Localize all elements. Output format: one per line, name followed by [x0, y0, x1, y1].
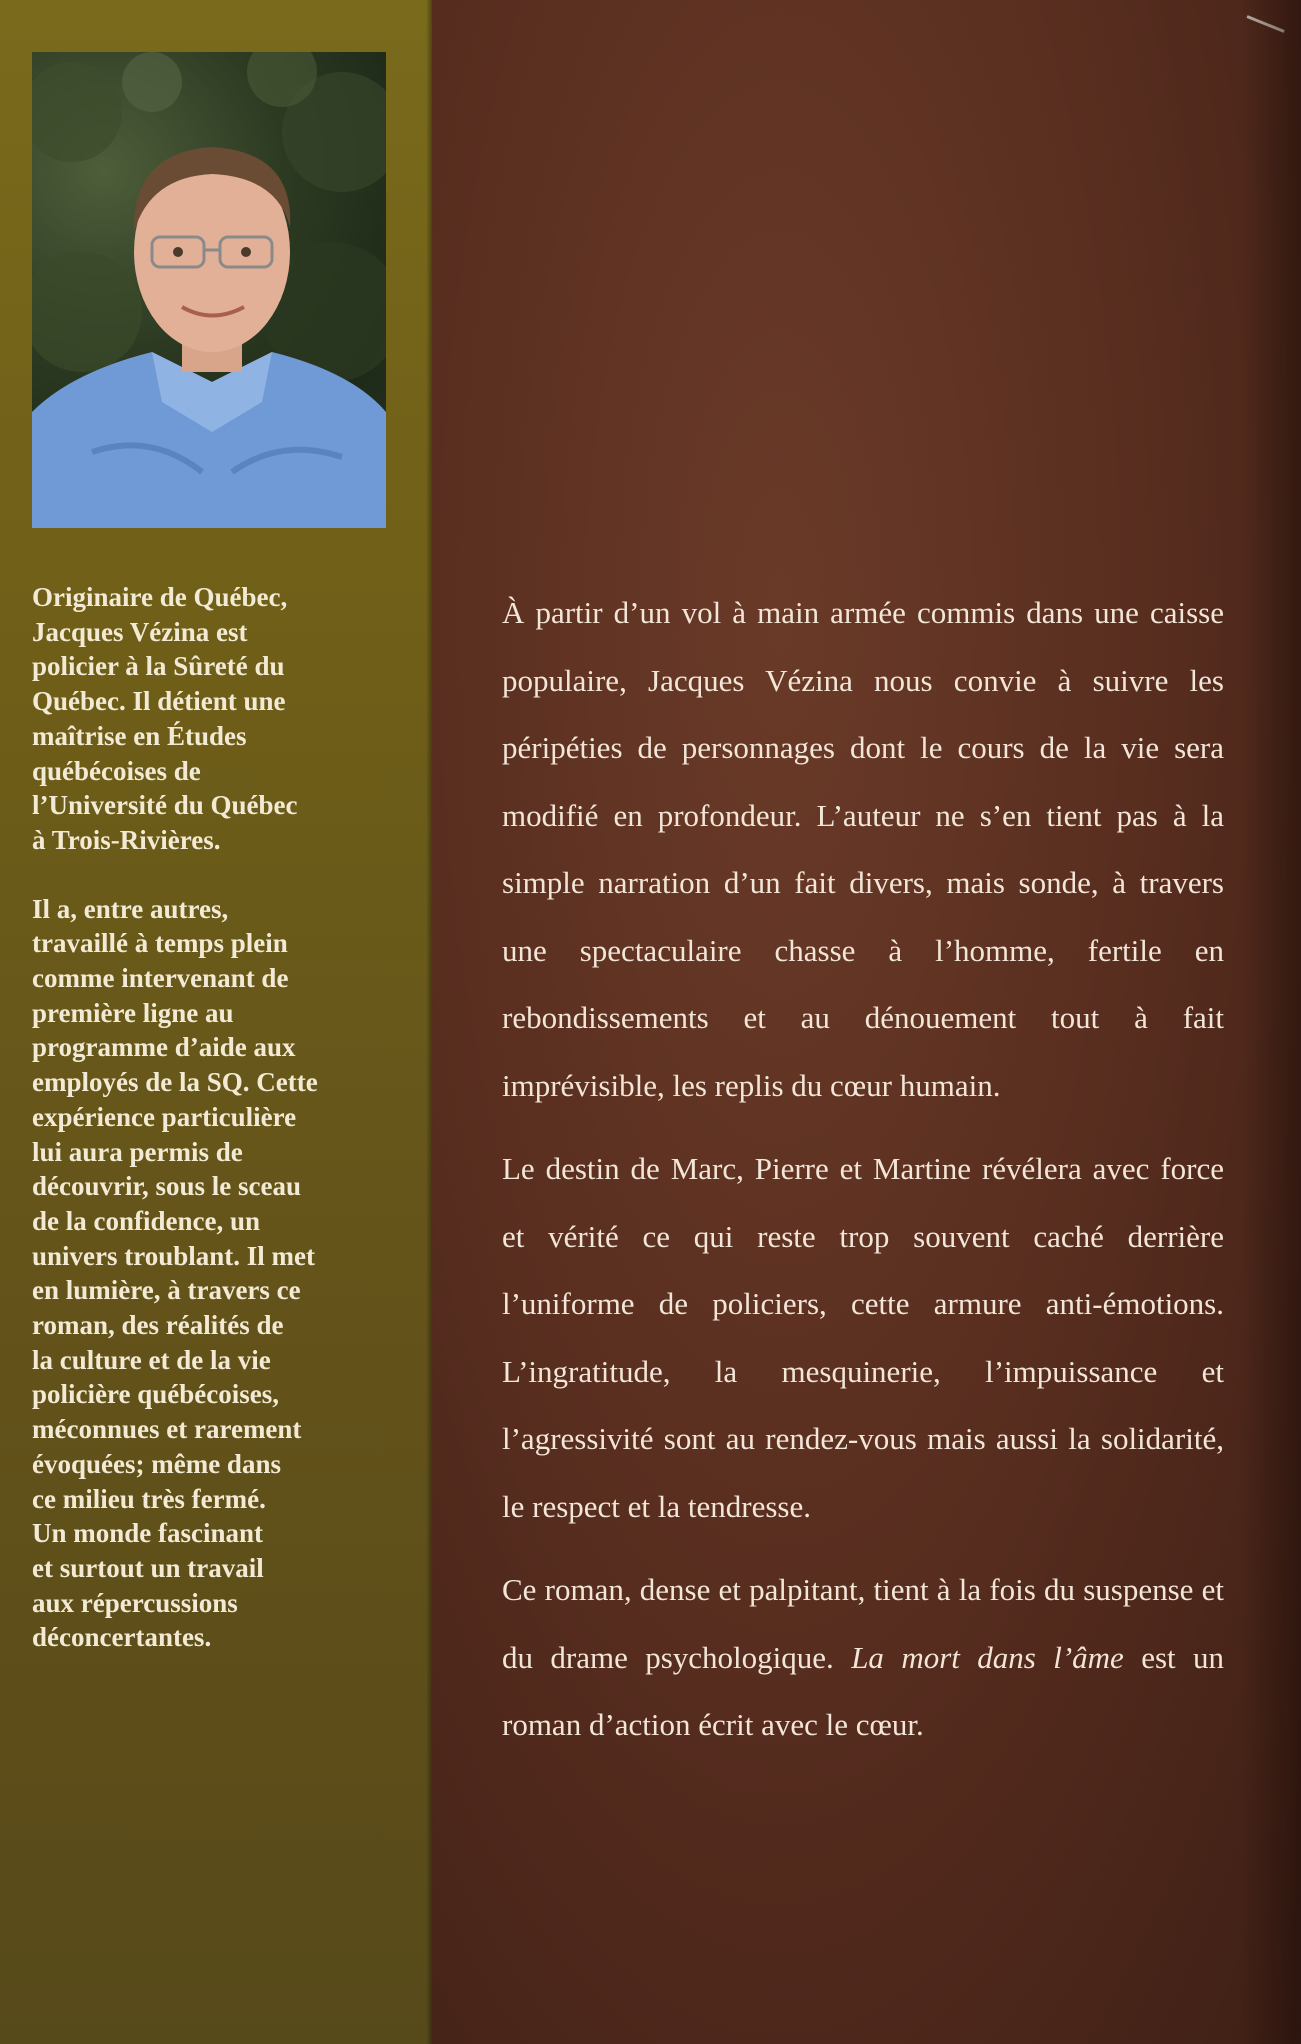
bio-paragraph-2: Il a, entre autres, travaillé à temps plein comme intervenant de première ligne au programme d’aide aux employés de la SQ. Cette expérience particulière lui aura permis de découvrir, sous le sceau de la confidence, un univers troublant. Il met en lumière, à travers ce roman, des réalités de la culture et de la vie policière québécoises, méconnues et rarement évoquées; même dans ce milieu très fermé. Un monde fascinant et surtout un travail aux répercussions déconcertantes.	[32, 893, 318, 1653]
book-title: La mort dans l’âme	[851, 1639, 1124, 1675]
blurb-paragraph-2: Le destin de Marc, Pierre et Martine révélera avec force et vérité ce qui reste trop souvent caché derrière l’uniforme de policiers, cette armure anti-émotions. L’ingratitude, la mesquinerie, l’impuissance et l’agressivité sont au rendez-vous mais aussi la solidarité, le respect et la tendresse.	[502, 1151, 1224, 1524]
blurb-p3-end: est un roman d’action écrit avec le cœur.	[502, 1639, 1225, 1742]
book-blurb	[502, 579, 1224, 1759]
blurb-p3-start: Ce roman, dense et palpitant, tient à la fois du suspense et du drame psychologique.	[502, 1572, 1224, 1675]
left-olive-panel	[0, 0, 432, 2044]
author-bio	[32, 580, 412, 1655]
corner-scratch	[1241, 15, 1284, 46]
author-portrait-image	[32, 52, 386, 528]
bio-paragraph-1: Originaire de Québec, Jacques Vézina est policier à la Sûreté du Québec. Il détient une maîtrise en Études québécoises de l’Université du Québec à Trois-Rivières.	[32, 582, 298, 855]
author-photo	[32, 52, 386, 528]
blurb-paragraph-1: À partir d’un vol à main armée commis dans une caisse populaire, Jacques Vézina nous convie à suivre les péripéties de personnages dont le cours de la vie sera modifié en profondeur. L’auteur ne s’en tient pas à la simple narration d’un fait divers, mais sonde, à travers une spectaculaire chasse à l’homme, fertile en rebondissements et au dénouement tout à fait imprévisible, les replis du cœur humain.	[502, 595, 1224, 1103]
blurb-paragraph-3	[502, 1556, 1224, 1759]
